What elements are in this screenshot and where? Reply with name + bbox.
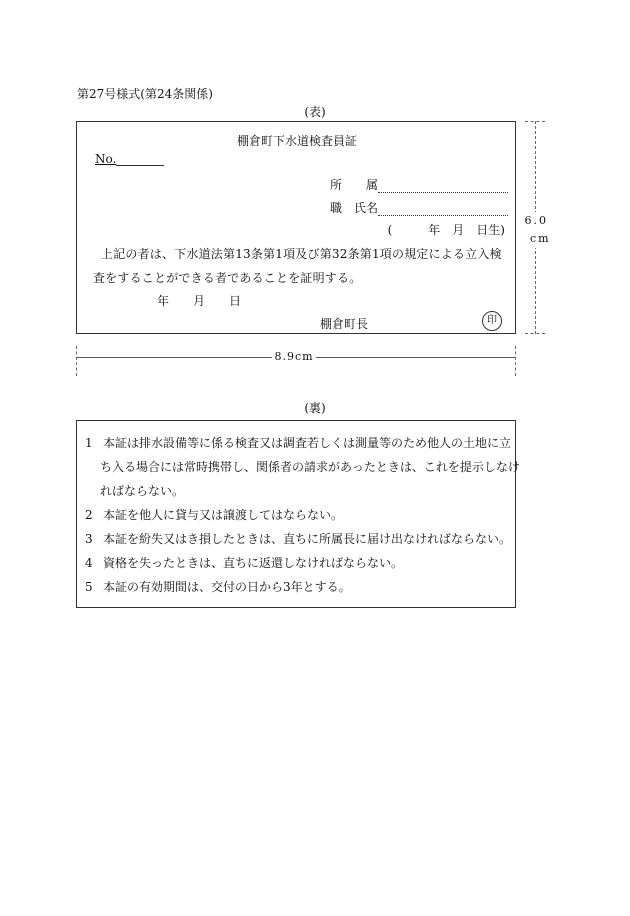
height-value: 6.0: [524, 214, 549, 227]
name-field: [330, 199, 508, 216]
note-text: 本証は排水設備等に係る検査又は調査若しくは測量等のため他人の土地に立: [103, 436, 512, 450]
note-number: 1: [85, 436, 93, 450]
note-number: 5: [85, 580, 93, 594]
issue-date: 年 月 日: [157, 294, 242, 308]
seal-icon: 印: [482, 311, 502, 331]
note-item: [85, 431, 511, 455]
name-dotted-line: [378, 202, 508, 216]
affiliation-label: 所 属: [330, 178, 379, 192]
form-title: 第27号様式(第24条関係): [77, 87, 213, 101]
height-dimension-tick-bottom: [525, 333, 545, 334]
note-text: 本証を他人に貸与又は譲渡してはならない。: [103, 508, 344, 522]
birth-date: ( 年 月 日生): [387, 223, 505, 237]
height-dimension-label: [522, 212, 551, 248]
card-title: 棚倉町下水道検査員証: [236, 134, 357, 148]
certification-text: [93, 242, 511, 290]
note-text: 本証を紛失又はき損したときは、直ちに所属長に届け出なければならない。: [103, 532, 512, 546]
affiliation-field: [330, 176, 508, 193]
note-item: [85, 575, 351, 599]
affiliation-dotted-line: [378, 179, 508, 193]
note-item: [85, 503, 343, 527]
note-text: 本証の有効期間は、交付の日から3年とする。: [103, 580, 351, 594]
note-number: 3: [85, 532, 93, 546]
note-continuation: ればならない。: [100, 484, 185, 498]
back-card: [76, 420, 520, 608]
issuer: 棚倉町長: [320, 317, 369, 331]
width-dimension-label: 8.9cm: [274, 350, 314, 363]
height-unit: cm: [530, 232, 551, 245]
note-number: 2: [85, 508, 93, 522]
width-dimension-line-left: [76, 357, 272, 358]
width-dimension-tick-right: [515, 346, 516, 376]
number-line: [116, 152, 164, 166]
back-side-label: (裏): [304, 401, 326, 415]
number-field: [95, 152, 164, 166]
note-text: 資格を失ったときは、直ちに返還しなければならない。: [103, 556, 404, 570]
front-card: [76, 121, 516, 334]
note-item: [85, 551, 403, 575]
certification-body: 上記の者は、下水道法第13条第1項及び第32条第1項の規定による立入検査をすることができる者であることを証明する。: [93, 247, 502, 285]
note-item: [85, 527, 511, 551]
front-side-label: (表): [304, 105, 326, 119]
note-number: 4: [85, 556, 93, 570]
width-dimension-tick-left: [76, 346, 77, 376]
name-label: 職 氏名: [330, 201, 379, 215]
number-label: No.: [95, 152, 117, 166]
note-continuation: ち入る場合には常時携帯し、関係者の請求があったときは、これを提示しなけ: [100, 460, 520, 474]
width-dimension-line-right: [316, 357, 516, 358]
